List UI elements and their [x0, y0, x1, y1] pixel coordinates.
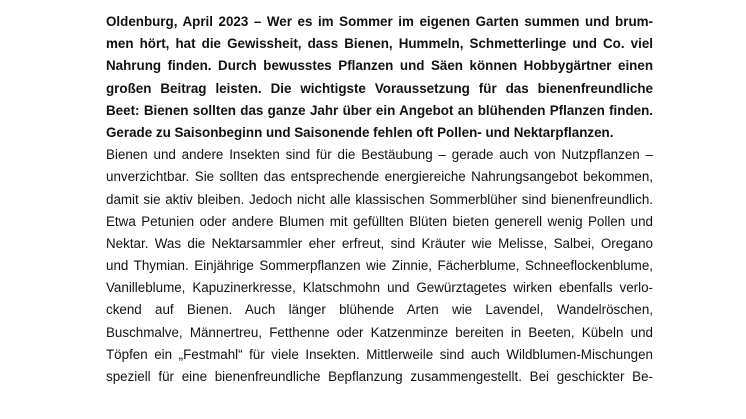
- document-text-column: [106, 11, 653, 388]
- lead-line: Nahrung finden. Durch bewusstes Pflanzen und Säen können Hobbygärtner einen: [106, 58, 653, 74]
- lead-line: men hört, hat die Gewissheit, dass Bienen, Hummeln, Schmetterlinge und Co. viel: [106, 36, 653, 52]
- lead-line: großen Beitrag leisten. Die wichtigste Voraussetzung für das bienenfreundliche: [106, 80, 653, 96]
- lead-line: Beet: Bienen sollten das ganze Jahr über ein Angebot an blühenden Pflanzen finden.: [106, 102, 653, 118]
- body-line: Töpfen ein „Festmahl“ für viele Insekten. Mittlerweile sind auch Wildblumen-Mischungen: [106, 346, 653, 362]
- body-line: ckend auf Bienen. Auch länger blühende Arten wie Lavendel, Wandelröschen,: [106, 302, 653, 318]
- lead-line: Gerade zu Saisonbeginn und Saisonende fehlen oft Pollen- und Nektarpflanzen.: [106, 124, 614, 140]
- body-line: Nektar. Was die Nektarsammler eher erfreut, sind Kräuter wie Melisse, Salbei, Oregano: [106, 235, 653, 251]
- body-line: Vanilleblume, Kapuzinerkresse, Klatschmohn und Gewürztagetes wirken ebenfalls verlo-: [106, 280, 653, 296]
- lead-paragraph: [106, 11, 653, 144]
- lead-line: Oldenburg, April 2023 – Wer es im Sommer im eigenen Garten summen und brum-: [106, 14, 653, 29]
- body-paragraph: [106, 144, 653, 388]
- body-line: Etwa Petunien oder andere Blumen mit gefüllten Blüten bieten generell wenig Pollen und: [106, 213, 653, 229]
- body-line: Bienen und andere Insekten sind für die Bestäubung – gerade auch von Nutzpflanzen –: [106, 147, 653, 163]
- body-line: unverzichtbar. Sie sollten das entsprechende energiereiche Nahrungsangebot bekommen,: [106, 169, 653, 185]
- body-line: damit sie aktiv bleiben. Jedoch nicht alle klassischen Sommerblüher sind bienenfreundlich.: [106, 191, 653, 207]
- body-line: speziell für eine bienenfreundliche Bepflanzung zusammengestellt. Bei geschickter Be-: [106, 369, 653, 384]
- body-line: und Thymian. Einjährige Sommerpflanzen wie Zinnie, Fächerblume, Schneeflockenblume,: [106, 258, 653, 274]
- body-line: Buschmalve, Männertreu, Fetthenne oder Katzenminze bereiten in Beeten, Kübeln und: [106, 324, 653, 340]
